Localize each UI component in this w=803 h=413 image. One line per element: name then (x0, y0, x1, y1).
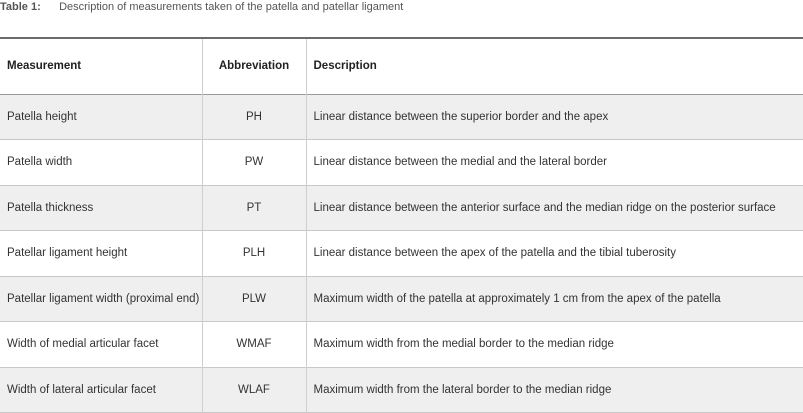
table-row (0, 367, 803, 413)
table-caption-label: Table 1: (0, 1, 41, 13)
table-row (0, 276, 803, 322)
column-header-measurement: Measurement (7, 60, 82, 73)
cell-description: Linear distance between the apex of the patella and the tibial tuberosity (306, 231, 803, 277)
cell-abbreviation: WMAF (202, 322, 306, 368)
cell-description: Maximum width from the medial border to the median ridge (306, 322, 803, 368)
cell-description: Maximum width from the lateral border to the median ridge (306, 367, 803, 413)
table-row (0, 231, 803, 277)
cell-abbreviation: WLAF (202, 367, 306, 413)
cell-description: Linear distance between the anterior surface and the median ridge on the posterior surface (306, 185, 803, 231)
cell-description: Linear distance between the superior border and the apex (306, 94, 803, 140)
table-caption (0, 0, 403, 14)
cell-measurement: Patella thickness (7, 201, 94, 214)
cell-measurement: Patella width (7, 156, 73, 169)
cell-measurement: Width of lateral articular facet (7, 383, 156, 396)
cell-measurement: Patellar ligament width (proximal end) (7, 292, 200, 305)
cell-abbreviation: PW (202, 140, 306, 186)
table-row (0, 140, 803, 186)
cell-abbreviation: PH (202, 94, 306, 140)
cell-measurement: Patellar ligament height (7, 247, 128, 260)
table-row (0, 94, 803, 140)
table-caption-text: Description of measurements taken of the patella and patellar ligament (59, 1, 404, 13)
measurements-table (0, 37, 803, 413)
table-body (0, 94, 803, 413)
cell-description: Maximum width of the patella at approximately 1 cm from the apex of the patella (306, 276, 803, 322)
table-row (0, 322, 803, 368)
cell-measurement: Width of medial articular facet (7, 338, 159, 351)
cell-abbreviation: PLH (202, 231, 306, 277)
column-header-abbreviation: Abbreviation (202, 38, 306, 94)
header-row (0, 38, 803, 94)
column-header-description: Description (306, 38, 803, 94)
cell-abbreviation: PLW (202, 276, 306, 322)
table-row (0, 185, 803, 231)
cell-measurement: Patella height (7, 110, 77, 123)
cell-abbreviation: PT (202, 185, 306, 231)
cell-description: Linear distance between the medial and the lateral border (306, 140, 803, 186)
table-header (0, 38, 803, 94)
